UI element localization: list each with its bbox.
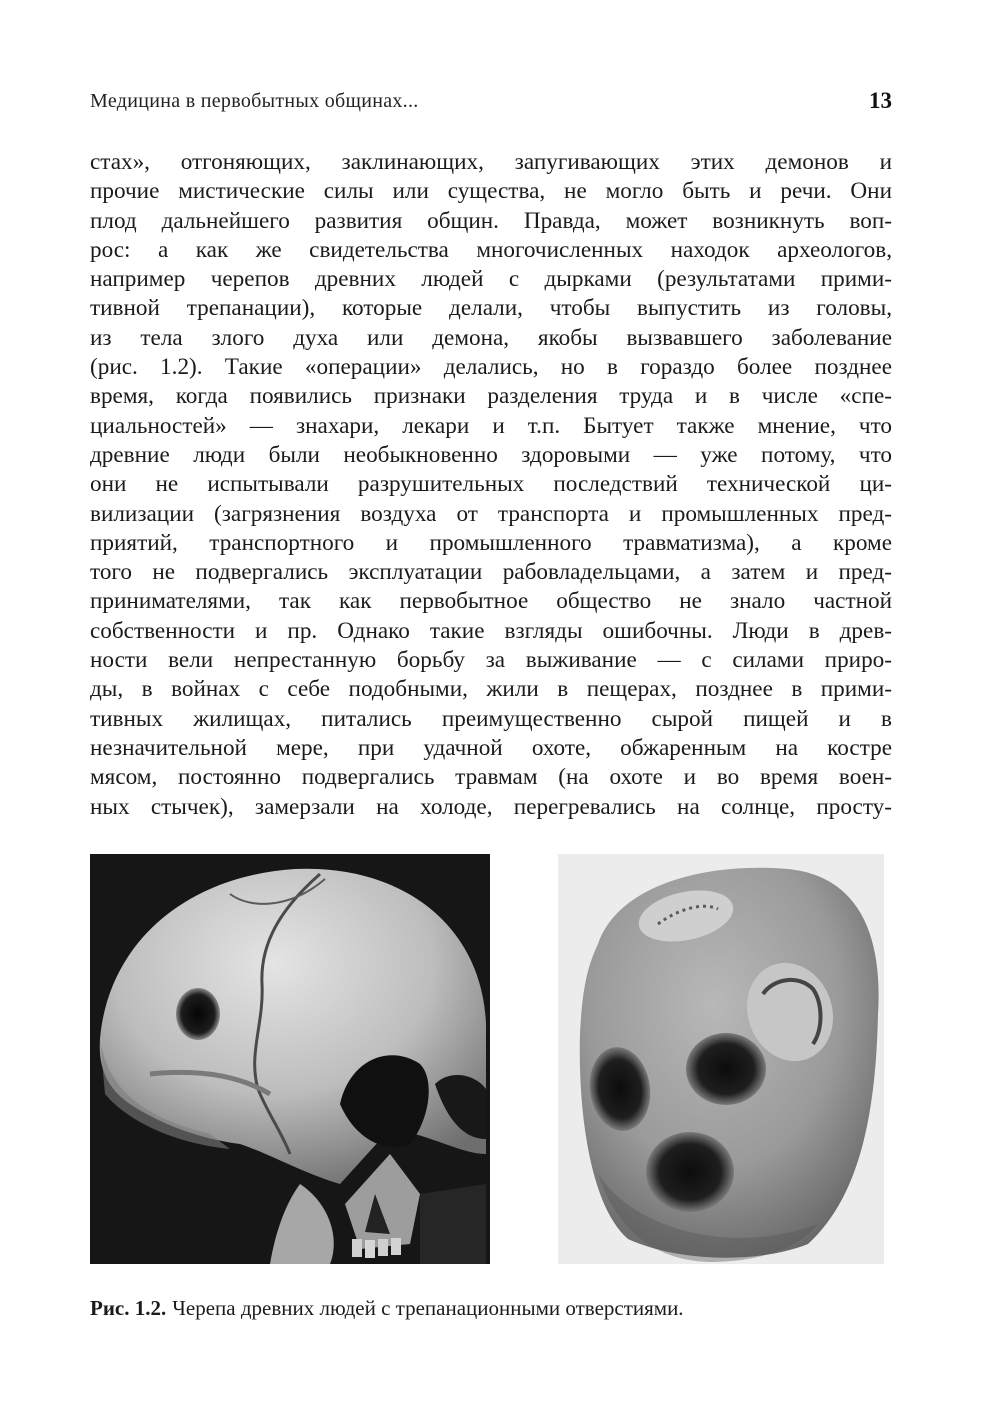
text-line: незначительной мере, при удачной охоте, обжаренным на костре bbox=[90, 734, 892, 761]
text-line: приятий, транспортного и промышленного травматизма), а кроме bbox=[90, 529, 892, 556]
page-number: 13 bbox=[869, 88, 892, 113]
text-line: того не подвергались эксплуатации рабовладельцами, а затем и пред- bbox=[90, 559, 892, 586]
text-line: рос: а как же свидетельства многочисленных находок археологов, bbox=[90, 236, 892, 263]
skull-profile-illustration bbox=[90, 854, 490, 1264]
figure-caption-text: Черепа древних людей с трепанационными отверстиями. bbox=[172, 1296, 684, 1320]
text-line: из тела злого духа или демона, якобы вызвавшего заболевание bbox=[90, 324, 892, 351]
figure-caption-label: Рис. 1.2. bbox=[90, 1296, 167, 1320]
text-line: вилизации (загрязнения воздуха от транспорта и промышленных пред- bbox=[90, 500, 892, 527]
text-line: тивных жилищах, питались преимущественно сырой пищей и в bbox=[90, 705, 892, 732]
text-line: ности вели непрестанную борьбу за выживание — с силами приро- bbox=[90, 647, 892, 674]
text-line: древние люди были необыкновенно здоровыми — уже потому, что bbox=[90, 441, 892, 468]
text-line: ных стычек), замерзали на холоде, перегревались на солнце, просту- bbox=[90, 793, 892, 820]
text-line: например черепов древних людей с дырками (результатами прими- bbox=[90, 266, 892, 293]
running-title: Медицина в первобытных общинах... bbox=[90, 90, 419, 112]
text-line: прочие мистические силы или существа, не могло быть и речи. Они bbox=[90, 178, 892, 205]
text-line: время, когда появились признаки разделения труда и в числе «спе- bbox=[90, 383, 892, 410]
skull-top-illustration bbox=[558, 854, 884, 1264]
text-line: тивной трепанации), которые делали, чтобы выпустить из головы, bbox=[90, 295, 892, 322]
figure-caption bbox=[90, 1296, 892, 1321]
skull-photo-right bbox=[558, 854, 884, 1264]
text-line: они не испытывали разрушительных последствий технической ци- bbox=[90, 471, 892, 498]
figure-1-2 bbox=[90, 854, 892, 1264]
text-line: циальностей» — знахари, лекари и т.п. Бытует также мнение, что bbox=[90, 412, 892, 439]
text-line: (рис. 1.2). Такие «операции» делались, но в гораздо более позднее bbox=[90, 354, 892, 381]
text-line: мясом, постоянно подвергались травмам (на охоте и во время воен- bbox=[90, 764, 892, 791]
body-text bbox=[90, 148, 892, 822]
text-line: стах», отгоняющих, заклинающих, запугивающих этих демонов и bbox=[90, 149, 892, 175]
text-line: собственности и пр. Однако такие взгляды ошибочны. Люди в древ- bbox=[90, 617, 892, 644]
text-line: плод дальнейшего развития общин. Правда, может возникнуть воп- bbox=[90, 207, 892, 234]
text-line: принимателями, так как первобытное общество не знало частной bbox=[90, 588, 892, 615]
text-line: ды, в войнах с себе подобными, жили в пещерах, позднее в прими- bbox=[90, 676, 892, 703]
skull-photo-left bbox=[90, 854, 490, 1264]
page-header bbox=[90, 90, 892, 120]
